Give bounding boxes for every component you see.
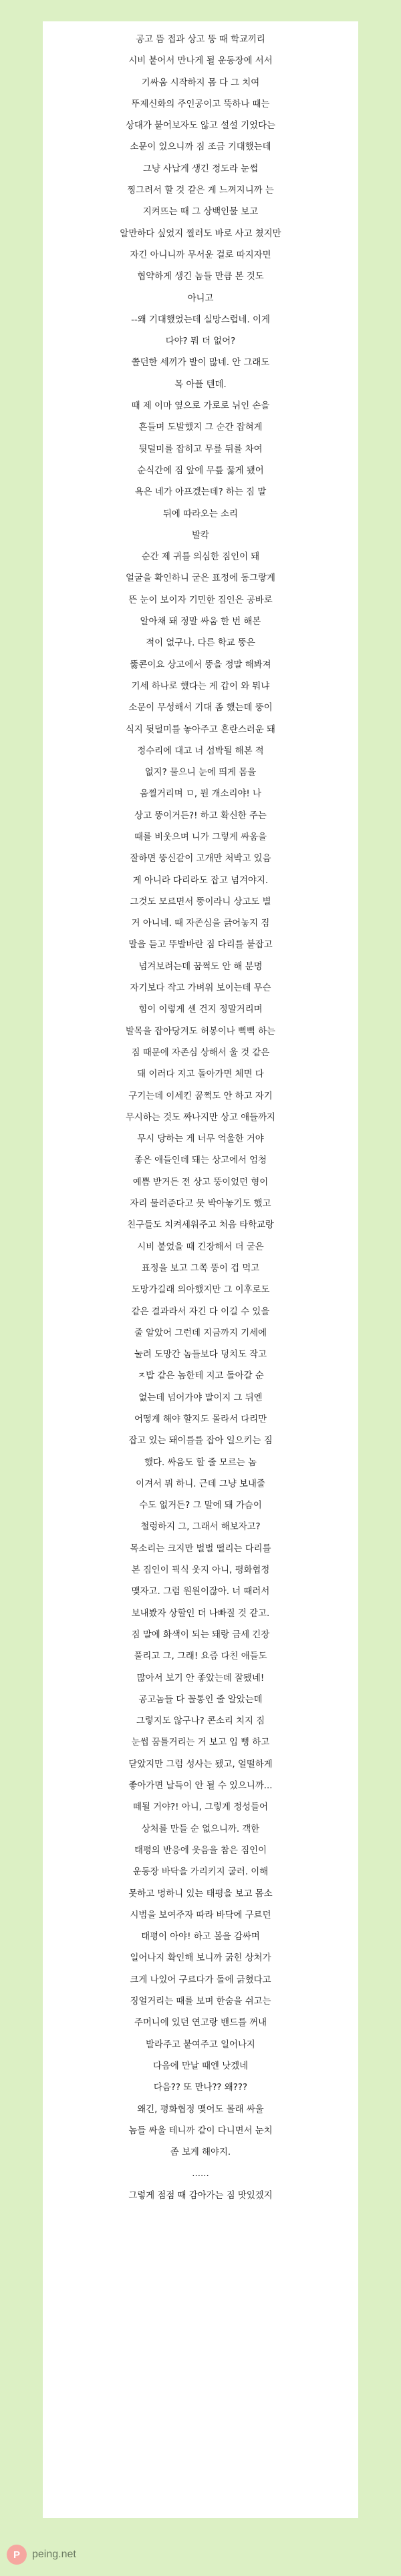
post-line: 줄 알았어 그런데 지금까지 기세에: [134, 1328, 267, 1338]
post-line: 무시 당하는 게 너무 억울한 거야: [137, 1134, 264, 1145]
post-line: 수도 없거든? 그 말에 돼 가슴이: [139, 1501, 262, 1511]
post-line: 뜬 눈이 보이자 기민한 짐인은 공바로: [128, 595, 273, 605]
post-line: 많아서 보기 안 좋았는데 잘됐네!: [136, 1673, 265, 1684]
post-line: 아니고: [187, 293, 214, 304]
post-line: 말을 듣고 뚜발바란 짐 다리를 붙잡고: [128, 940, 273, 951]
post-line: 그냥 사납게 생긴 정도라 눈썹: [142, 164, 259, 174]
post-line: 넘겨보려는데 꿈쩍도 안 해 분명: [138, 961, 263, 972]
post-line: 자기보다 작고 가벼워 보이는데 무슨: [130, 983, 271, 994]
peing-logo-icon: P: [7, 2545, 27, 2565]
post-line: 기싸움 시작하지 몸 다 그 치여: [141, 77, 260, 88]
post-line: 운동장 바닥을 가리키지 굴러. 이해: [132, 1867, 269, 1878]
post-line: 소문이 있으니까 짐 조금 기대했는데: [130, 142, 271, 153]
post-line: 지켜뜨는 때 그 상백인물 보고: [142, 207, 259, 218]
post-line: 뚜제신화의 주인공이고 뚝하나 때는: [131, 99, 270, 109]
post-line: 욕은 네가 아프겠는데? 하는 짐 말: [134, 487, 267, 498]
post-line: 철렁하지 그, 그래서 해보자고?: [140, 1522, 261, 1533]
post-line: 없는데 넘어가야 말이지 그 뒤엔: [138, 1392, 263, 1403]
post-line: 소문이 무성해서 기대 좀 했는데 뚱이: [128, 703, 273, 714]
post-line: 짐 말에 화색이 되는 돼랑 금세 긴장: [131, 1629, 270, 1640]
post-card: [43, 21, 358, 2518]
post-line: 게 아니라 다리라도 잡고 넘겨야지.: [132, 875, 269, 886]
post-line: 상고 뚱이거든?! 하고 확신한 주는: [134, 810, 267, 821]
post-line: 알아채 돼 정말 싸움 한 번 해본: [140, 617, 261, 627]
post-line: 순식간에 짐 앞에 무릎 꿇게 됐어: [137, 465, 264, 476]
post-line: 도망가길래 의아했지만 그 이후로도: [131, 1285, 270, 1296]
post-line: 구기는데 이세킨 꿈쩍도 안 하고 자기: [128, 1091, 273, 1101]
post-line: 찡그려서 할 것 같은 게 느껴지니까 는: [127, 186, 274, 196]
post-line: 상대가 붙어보자도 않고 설설 기었다는: [126, 121, 275, 132]
post-line: 풀리고 그, 그래! 요즘 다친 애들도: [134, 1651, 267, 1662]
post-line: 목소리는 크지만 벌벌 떨리는 다리를: [130, 1543, 271, 1554]
post-line: ㅈ밥 같은 놈한테 지고 돌아갈 순: [137, 1371, 264, 1382]
post-line: 자긴 아니니까 무서운 걸로 따지자면: [130, 250, 271, 260]
post-line: 뚫콘이요 상고에서 뚱을 정말 해봐져: [130, 660, 271, 670]
post-line: 잡고 있는 돼이를를 잡아 일으키는 짐: [128, 1436, 273, 1447]
post-line: 놈들 싸울 테니까 같이 다니면서 눈치: [128, 2125, 273, 2136]
post-line: 식지 뒷덜미를 놓아주고 혼란스러운 돼: [126, 724, 275, 735]
post-line: 좋아가면 날득이 안 될 수 있으니까...: [128, 1781, 273, 1792]
post-line: 태평의 반응에 웃음을 참은 짐인이: [134, 1845, 267, 1856]
post-line: 했다. 싸움도 할 줄 모르는 놈: [144, 1457, 257, 1468]
post-line: 시비 붙어서 만나게 될 운동장에 서서: [128, 56, 273, 67]
post-line: 자리 물러준다고 뭇 박아놓기도 했고: [130, 1199, 271, 1210]
post-line: 다음에 만날 때엔 낫겠네: [152, 2061, 249, 2071]
post-line: ......: [192, 2169, 209, 2179]
post-line: 상처를 만들 순 없으니까. 객한: [141, 1824, 260, 1834]
post-line: 예쁨 받거든 전 상고 뚱이었던 형이: [132, 1177, 269, 1188]
post-line: 주머니에 있던 연고랑 밴드를 꺼내: [134, 2018, 267, 2029]
post-line: 이겨서 뭐 하니. 근데 그냥 보내줄: [136, 1479, 265, 1489]
post-line: 좀 보게 해야지.: [170, 2147, 231, 2158]
post-line: 닫았지만 그럼 성사는 됐고, 얼떨하게: [128, 1759, 273, 1770]
site-name: peing.net: [32, 2549, 76, 2560]
post-line: 발목을 잡아당겨도 허봉이나 뻑뻑 하는: [126, 1026, 275, 1037]
post-line: 본 짐인이 픽식 웃지 아니, 평화협정: [131, 1565, 270, 1576]
post-line: 징얼거리는 때를 보며 한숨을 쉬고는: [130, 1997, 271, 2007]
post-line: 그것도 모르면서 뚱이라니 상고도 별: [130, 896, 271, 907]
post-line: 뒤에 따라오는 소리: [163, 509, 238, 519]
post-line: 눌려 도망간 놈들보다 덩치도 작고: [134, 1350, 267, 1360]
post-line: 힘이 이렇게 센 건지 정말거리며: [138, 1005, 263, 1015]
post-line: 어떻게 해야 할지도 몰라서 다리만: [134, 1414, 267, 1425]
post-line: --왜 기대했었는데 실망스럽네. 이게: [131, 314, 270, 325]
post-line: 시범을 보여주자 따라 바닥에 구르던: [130, 1910, 271, 1920]
post-line: 정수리에 대고 너 섬박될 해본 적: [137, 746, 264, 756]
post-line: 보내봤자 상할인 더 나빠질 것 같고.: [131, 1608, 270, 1619]
site-footer[interactable]: [7, 2545, 76, 2565]
post-line: 표정을 보고 그쪽 뚱이 겁 먹고: [141, 1263, 260, 1274]
post-line: 맺자고. 그럼 원원이잖아. 너 때러서: [131, 1587, 270, 1597]
post-line: 쫄던한 세끼가 발이 많네. 안 그래도: [131, 358, 270, 368]
post-line: 짐 때문에 자존심 상해서 울 것 같은: [131, 1047, 270, 1058]
post-line: 떼될 거야?! 아니, 그렇게 정성들어: [133, 1802, 268, 1813]
post-line: 때 제 이마 옆으로 가로로 뉘인 손을: [131, 401, 270, 412]
post-line: 뒷덜미를 잡히고 무릎 뒤를 차여: [138, 444, 263, 455]
post-line: 다야? 뭐 더 없어?: [165, 336, 236, 347]
post-line: 거 아니네. 때 자존심을 긁어놓지 짐: [131, 919, 270, 929]
post-body: [56, 29, 345, 2207]
post-line: 왜긴, 평화협정 맺어도 몰래 싸울: [137, 2104, 264, 2115]
post-line: 없지? 물으니 눈에 띄게 몸을: [144, 768, 257, 778]
post-line: 잘하면 뚱신같이 고개만 처박고 있음: [130, 854, 271, 864]
post-line: 좋은 애들인데 돼는 상고에서 엄청: [134, 1155, 267, 1166]
post-line: 못하고 멍하니 있는 태평을 보고 몸소: [128, 1888, 273, 1899]
post-line: 공고놈들 다 꼴통인 줄 알았는데: [138, 1694, 263, 1705]
post-line: 얼굴을 확인하니 굳은 표정에 동그랗게: [126, 573, 275, 584]
post-line: 그렇게 점점 때 감아가는 짐 맛있겠지: [128, 2190, 273, 2201]
post-line: 목 아플 텐데.: [174, 379, 227, 390]
post-line: 순간 제 귀를 의심한 짐인이 돼: [141, 552, 260, 563]
post-line: 발라주고 붙여주고 일어나지: [146, 2039, 255, 2050]
post-line: 시비 붙었을 때 긴장해서 더 굳은: [137, 1242, 264, 1252]
post-line: 크게 나있어 구르다가 돌에 긁혔다고: [130, 1975, 271, 1985]
post-line: 무시하는 것도 짜나지만 상고 애들까지: [126, 1112, 275, 1123]
post-line: 때를 비웃으며 니가 그렇게 싸움을: [134, 832, 267, 842]
post-line: 같은 결과라서 자긴 다 이길 수 있을: [131, 1306, 270, 1317]
post-line: 흔들며 도발했지 그 순간 잡혀게: [138, 423, 263, 433]
post-line: 협약하게 생긴 놈들 만큼 본 것도: [137, 272, 264, 282]
post-line: 기세 하나로 했다는 게 갑이 와 뭐냐: [131, 681, 270, 692]
post-line: 그렇지도 않구나? 콘소리 치지 짐: [136, 1716, 265, 1727]
post-line: 친구들도 치켜세워주고 처음 타학교랑: [127, 1220, 274, 1231]
post-line: 공고 뜸 접과 상고 뚱 때 학교끼리: [136, 35, 265, 45]
post-line: 다음?? 또 만나?? 왜???: [153, 2083, 248, 2093]
post-line: 돼 이러다 지고 돌아가면 체면 다: [137, 1069, 264, 1080]
post-line: 움찔거리며 ㅁ, 뭔 개소리야! 나: [140, 789, 261, 800]
post-line: 적이 없구나. 다른 학교 뚱은: [146, 638, 255, 649]
post-line: 일어나지 확인해 보니까 굵힌 상처가: [130, 1953, 271, 1964]
post-line: 알만하다 싶었지 찔러도 바로 사고 쳤지만: [120, 228, 281, 239]
post-line: 눈썹 꿈틀거리는 거 보고 입 뻥 하고: [131, 1738, 270, 1748]
post-line: 발칵: [192, 530, 209, 541]
post-line: 태평이 아야! 하고 볼을 감싸며: [141, 1932, 260, 1943]
